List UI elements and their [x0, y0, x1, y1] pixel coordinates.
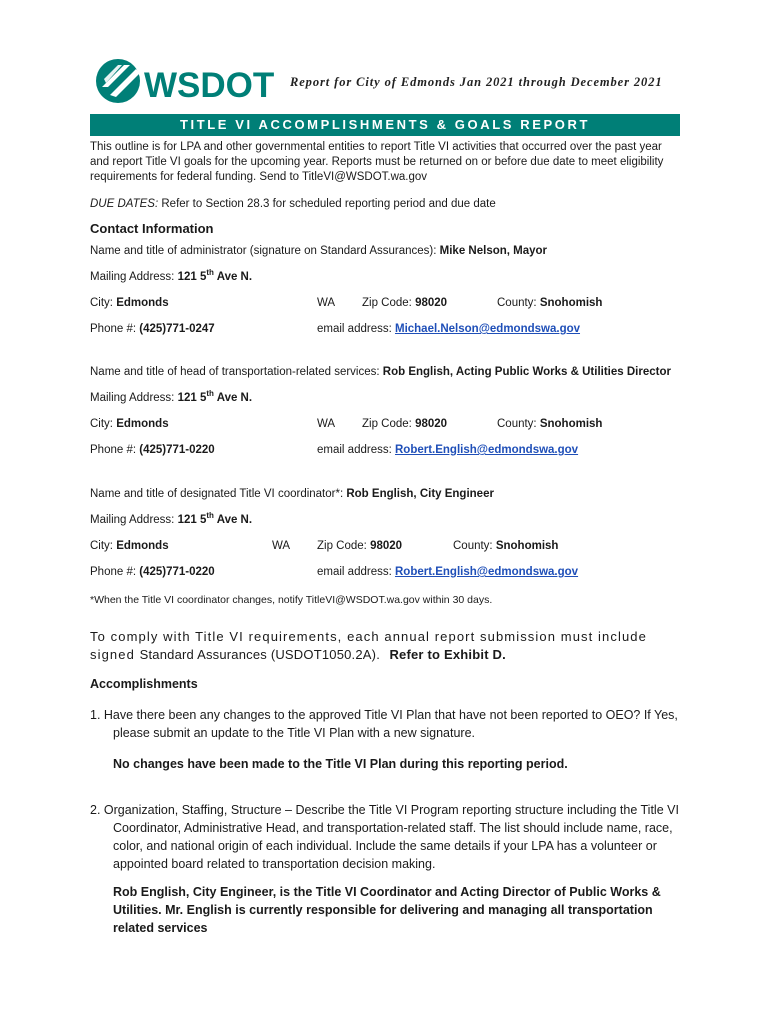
contact-1-zip: Zip Code: 98020 [362, 297, 448, 309]
question-2: 2. Organization, Staffing, Structure – Describe the Title VI Program reporting structure including the Title VI Coordinator, Administrative Head, and transportation-related staff. The list should include name, race, color, and national origin of each individual. Include the same details if your LPA has a volunteer or appointed board related to transportation decision making. [90, 803, 679, 871]
contact-3-email: email address: Robert.English@edmondswa.gov [317, 566, 579, 578]
contact-3-state: WA [272, 540, 291, 552]
contact-1-mailing: Mailing Address: 121 5th Ave N. [90, 268, 253, 283]
contact-1-email: email address: Michael.Nelson@edmondswa.gov [317, 323, 581, 335]
contact-2-county: County: Snohomish [497, 418, 603, 430]
contact-2-city: City: Edmonds [90, 418, 169, 430]
answer-1: No changes have been made to the Title VI Plan during this reporting period. [113, 757, 568, 771]
contact-3-city: City: Edmonds [90, 540, 169, 552]
contact-3-mailing: Mailing Address: 121 5th Ave N. [90, 511, 253, 526]
due-dates-label: DUE DATES: [90, 198, 159, 210]
answer-2: Rob English, City Engineer, is the Title VI Coordinator and Acting Director of Public Works & Utilities. Mr. English is currently responsible for delivering and managing all transportation related services [113, 885, 661, 935]
wsdot-logo [96, 57, 276, 105]
due-dates [90, 197, 496, 212]
email-link[interactable]: Robert.English@edmondswa.gov [394, 444, 579, 456]
contact-1-phone: Phone #: (425)771-0247 [90, 323, 215, 335]
report-period: Report for City of Edmonds Jan 2021 through December 2021 [290, 75, 663, 89]
accomplishments-heading: Accomplishments [90, 677, 198, 691]
contact-3-zip: Zip Code: 98020 [317, 540, 403, 552]
email-link[interactable]: Robert.English@edmondswa.gov [394, 566, 579, 578]
contact-2-state: WA [317, 418, 336, 430]
intro-paragraph: This outline is for LPA and other governmental entities to report Title VI activities that occurred over the past year and report Title VI goals for the upcoming year. Reports must be returned on or before due date to meet eligibility requirements for federal funding. Send to TitleVI@WSDOT.wa.gov [90, 141, 664, 183]
contact-2-mailing: Mailing Address: 121 5th Ave N. [90, 389, 253, 404]
contact-3-name: Name and title of designated Title VI coordinator*: Rob English, City Engineer [90, 488, 494, 500]
question-1: 1. Have there been any changes to the approved Title VI Plan that have not been reported to OEO? If Yes, please submit an update to the Title VI Plan with a new signature. [90, 708, 678, 740]
contact-3-phone: Phone #: (425)771-0220 [90, 566, 215, 578]
contact-3-county: County: Snohomish [453, 540, 559, 552]
due-dates-text: Refer to Section 28.3 for scheduled reporting period and due date [158, 198, 496, 210]
contact-1-state: WA [317, 297, 336, 309]
contact-2-email: email address: Robert.English@edmondswa.gov [317, 444, 579, 456]
logo-text: WSDOT [144, 66, 275, 105]
email-link[interactable]: Michael.Nelson@edmondswa.gov [394, 323, 581, 335]
contact-heading: Contact Information [90, 221, 214, 236]
contact-1-county: County: Snohomish [497, 297, 603, 309]
contact-1-city: City: Edmonds [90, 297, 169, 309]
contact-2-zip: Zip Code: 98020 [362, 418, 448, 430]
contact-2-name: Name and title of head of transportation-related services: Rob English, Acting Public Works & Utilities Director [90, 366, 671, 378]
footnote: *When the Title VI coordinator changes, notify TitleVI@WSDOT.wa.gov within 30 days. [90, 594, 493, 606]
report-title: TITLE VI ACCOMPLISHMENTS & GOALS REPORT [90, 114, 680, 136]
contact-1-name: Name and title of administrator (signature on Standard Assurances): Mike Nelson, Mayor [90, 245, 548, 257]
comply-paragraph: To comply with Title VI requirements, each annual report submission must include signed Standard Assurances (USDOT1050.2A). Refer to Exhibit D. [90, 629, 647, 662]
contact-2-phone: Phone #: (425)771-0220 [90, 444, 215, 456]
